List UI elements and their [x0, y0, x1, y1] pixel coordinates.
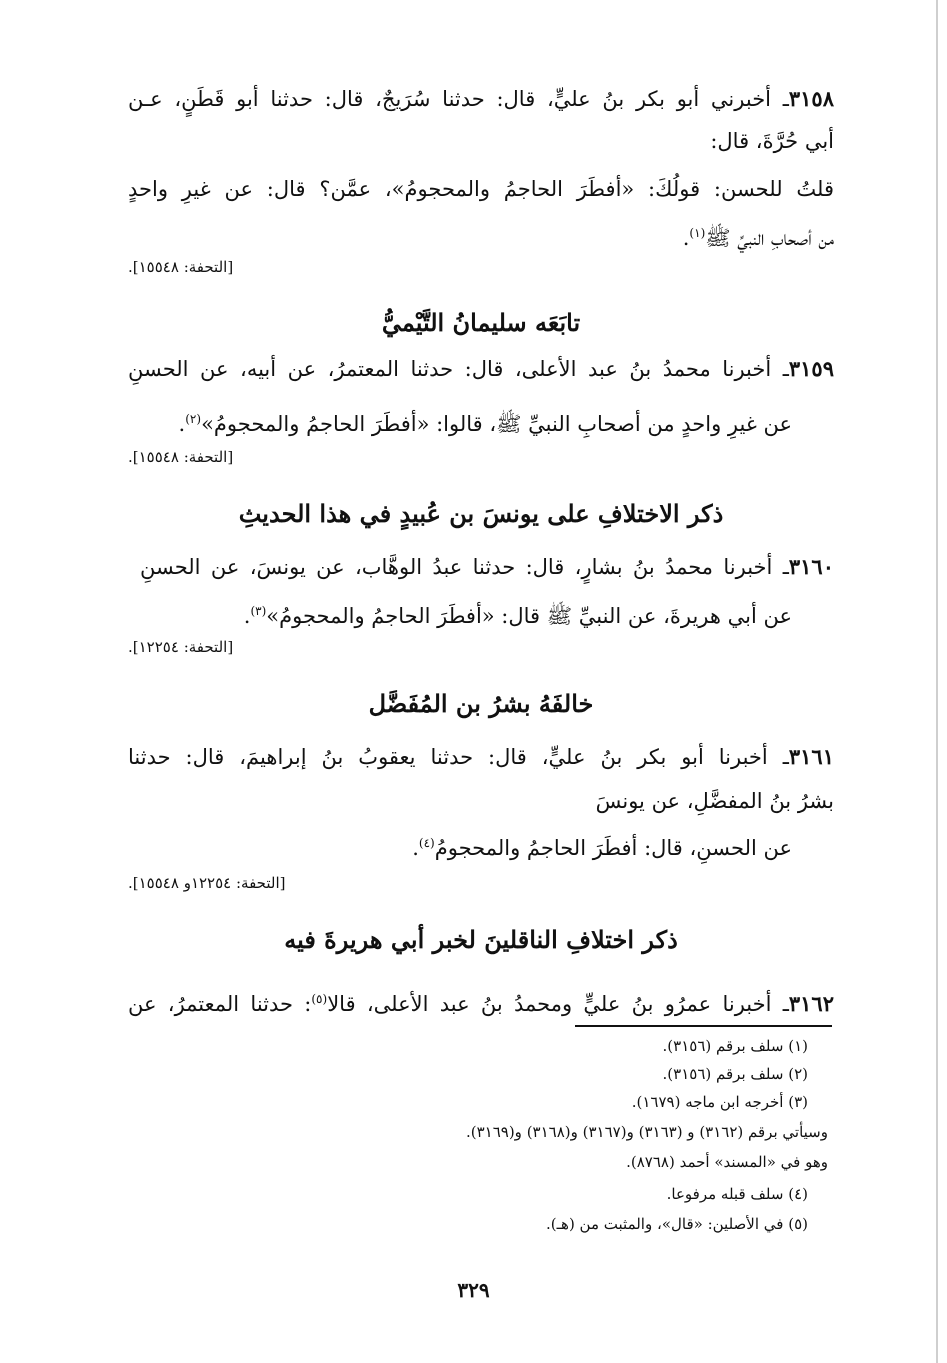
- hadith-3159-line-2: عن غيرِ واحدٍ من أصحابِ النبيِّ ﷺ، قالوا: «أفطَرَ الحاجمُ والمحجومُ»$^{(٢)}$.: [178, 412, 792, 436]
- tuhfa-reference: [التحفة: ١٥٥٤٨].: [128, 448, 234, 466]
- footnote-marker: (٤): [418, 836, 435, 850]
- hadith-text: من أصحابِ النبيِّ ﷺ: [705, 226, 834, 250]
- page-edge-shadow: [936, 0, 938, 1363]
- hadith-3160-line-2: عن أبي هريرةَ، عن النبيِّ ﷺ قال: «أفطَرَ الحاجمُ والمحجومُ»$^{(٣)}$.: [243, 604, 792, 628]
- hadith-3162-line-1: [128, 982, 834, 1021]
- hadith-number: ٣١٥٨: [788, 86, 834, 111]
- footnote-1: (١) سلف برقم (٣١٥٦).: [662, 1037, 808, 1055]
- hadith-3158-line-2: أبي حُرَّةَ، قال:: [710, 129, 834, 153]
- hadith-text: عن الحسنِ، قال: أفطَرَ الحاجمُ والمحجومُ: [434, 836, 792, 860]
- tuhfa-reference: [التحفة: ١٥٥٤٨].: [128, 258, 234, 276]
- hadith-3161-line-2: بشرُ بنُ المفضَّلِ، عن يونسَ: [595, 789, 834, 813]
- hadith-number: ٣١٦٢: [788, 991, 834, 1016]
- footnote-marker: (٢): [185, 412, 202, 426]
- footnote-marker: (٣): [250, 604, 267, 618]
- footnote-3: (٣) أخرجه ابن ماجه (١٦٧٩).: [631, 1093, 808, 1111]
- hadith-text: ـ أخبرنا عمرُو بنُ عليٍّ ومحمدُ بنُ عبد الأعلى، قالا: [327, 992, 789, 1016]
- hadith-text: ـ أخبرنا أبو بكر بنُ عليٍّ، قال: حدثنا يعقوبُ بنُ إبراهيمَ، قال: حدثنا: [128, 745, 789, 769]
- tuhfa-reference: [التحفة: ١٢٢٥٤و ١٥٥٤٨].: [128, 874, 286, 892]
- hadith-3158-line-3: قلتُ للحسن: قولُكَ: «أفطَرَ الحاجمُ والمحجومُ»، عمَّن؟ قال: عن غيرِ واحدٍ: [128, 177, 834, 201]
- footnote-3-continued: وسيأتي برقم (٣١٦٢) و (٣١٦٣) و(٣١٦٧) و(٣١٦٨) و(٣١٦٩).: [465, 1123, 828, 1141]
- section-heading: تابَعَه سليمانُ التَّيْميُّ: [381, 308, 581, 337]
- footnote-5: (٥) في الأصلين: «قال»، والمثبت من (هـ).: [546, 1215, 808, 1233]
- footnote-marker: (٥): [311, 992, 328, 1006]
- hadith-text: عن غيرِ واحدٍ من أصحابِ النبيِّ ﷺ، قالوا: «أفطَرَ الحاجمُ والمحجومُ»: [201, 412, 792, 436]
- hadith-3160-line-1: [140, 550, 834, 584]
- hadith-3158-line-1: [128, 82, 834, 116]
- hadith-number: ٣١٥٩: [788, 356, 834, 381]
- page-number: ٣٢٩: [457, 1278, 490, 1302]
- hadith-text: ـ أخبرنا محمدُ بنُ بشارٍ، قال: حدثنا عبدُ الوهَّاب، عن يونسَ، عن الحسنِ: [140, 555, 789, 579]
- footnote-3-continued: وهو في «المسند» أحمد (٨٧٦٨).: [626, 1153, 828, 1171]
- hadith-number: ٣١٦١: [788, 744, 834, 769]
- footnote-4: (٤) سلف قبله مرفوعا.: [666, 1185, 808, 1203]
- tuhfa-reference: [التحفة: ١٢٢٥٤].: [128, 638, 234, 656]
- hadith-3158-line-4: من أصحابِ النبيِّ ﷺ$^{(١)}$.: [682, 226, 834, 250]
- hadith-3159-line-1: [128, 352, 834, 386]
- footnote-marker: (١): [689, 226, 706, 240]
- hadith-3161-line-1: [128, 740, 834, 774]
- section-heading: خالفَهُ بشرُ بن المُفَضَّل: [368, 689, 594, 718]
- footnote-separator: [575, 1025, 832, 1027]
- footnote-2: (٢) سلف برقم (٣١٥٦).: [662, 1065, 808, 1083]
- section-heading: ذكر الاختلافِ على يونسَ بن عُبيدٍ في هذا الحديثِ: [238, 499, 724, 528]
- hadith-text: : حدثنا المعتمرُ، عن: [128, 992, 312, 1016]
- hadith-text: ـ أخبرنا محمدُ بنُ عبد الأعلى، قال: حدثنا المعتمرُ، عن أبيه، عن الحسنِ: [128, 357, 789, 381]
- hadith-3161-line-3: عن الحسنِ، قال: أفطَرَ الحاجمُ والمحجومُ$^{(٤)}$.: [412, 836, 792, 860]
- section-heading: ذكر اختلافِ الناقلينَ لخبر أبي هريرةَ فيه: [284, 925, 678, 954]
- hadith-number: ٣١٦٠: [788, 554, 834, 579]
- hadith-text: عن أبي هريرةَ، عن النبيِّ ﷺ قال: «أفطَرَ الحاجمُ والمحجومُ»: [266, 604, 792, 628]
- hadith-text: ـ أخبرني أبو بكر بنُ عليٍّ، قال: حدثنا سُرَيجٌ، قال: حدثنا أبو قَطَنٍ، عـن: [128, 87, 789, 111]
